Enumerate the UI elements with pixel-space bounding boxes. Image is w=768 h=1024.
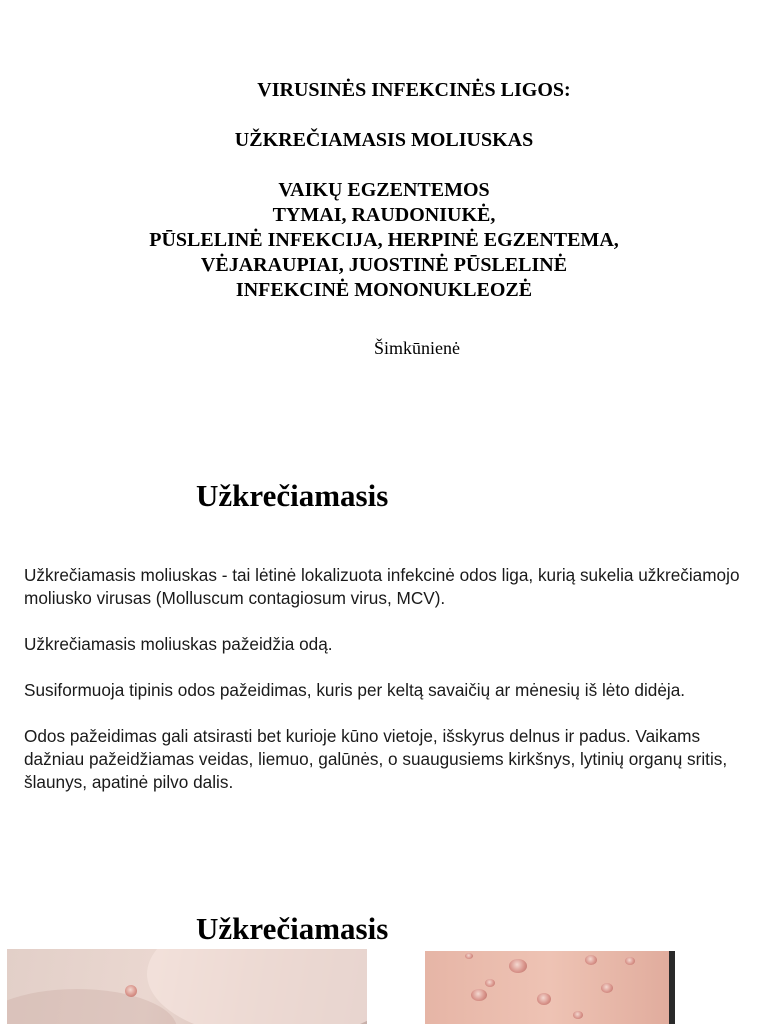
lesion bbox=[573, 1011, 583, 1019]
lesion bbox=[465, 953, 473, 959]
title-topic-line: VAIKŲ EGZENTEMOS bbox=[278, 179, 490, 201]
lesion bbox=[471, 989, 487, 1001]
title-topics-block bbox=[0, 178, 768, 303]
skin-lesion-photo-right bbox=[425, 951, 675, 1024]
lesion bbox=[585, 955, 597, 965]
title-topic-line: PŪSLELINĖ INFEKCIJA, HERPINĖ EGZENTEMA, bbox=[149, 229, 619, 251]
photo-edge bbox=[669, 951, 675, 1024]
lesion bbox=[537, 993, 551, 1005]
section-heading: Užkrečiamasis bbox=[196, 478, 389, 513]
paragraph-lesion-growth: Susiformuoja tipinis odos pažeidimas, kuris per keltą savaičių ar mėnesių iš lėto didėja. bbox=[24, 680, 686, 700]
skin-fold-shadow bbox=[7, 989, 177, 1024]
paragraph-affects-skin: Užkrečiamasis moliuskas pažeidžia odą. bbox=[24, 634, 333, 654]
lesion bbox=[509, 959, 527, 973]
title-topic-line: VĖJARAUPIAI, JUOSTINĖ PŪSLELINĖ bbox=[200, 254, 568, 276]
author-name: Šimkūnienė bbox=[374, 338, 460, 358]
lesion bbox=[625, 957, 635, 965]
paragraph-definition: Užkrečiamasis moliuskas - tai lėtinė lokalizuota infekcinė odos liga, kurią sukelia užkrečiamojo moliusko virusas (Molluscum contagiosum virus, MCV). bbox=[24, 565, 740, 608]
skin-fold-highlight bbox=[147, 949, 367, 1024]
lesion bbox=[601, 983, 613, 993]
lesion bbox=[485, 979, 495, 987]
title-line-virusines-infekcines-ligos: VIRUSINĖS INFEKCINĖS LIGOS: bbox=[257, 79, 571, 101]
lesion bbox=[125, 985, 137, 997]
title-line-uzkreciamasis-moliuskas: UŽKREČIAMASIS MOLIUSKAS bbox=[234, 129, 534, 151]
paragraph-lesion-locations: Odos pažeidimas gali atsirasti bet kurioje kūno vietoje, išskyrus delnus ir padus. Vaikams dažniau pažeidžiamas veidas, liemuo, galūnės, o suaugusiems kirkšnys, lytinių organų sritis, šlaunys, apatinė pilvo dalis. bbox=[24, 726, 728, 792]
title-topic-line: TYMAI, RAUDONIUKĖ, bbox=[272, 204, 496, 226]
skin-lesion-photo-left bbox=[7, 949, 367, 1024]
section-heading: Užkrečiamasis bbox=[196, 911, 389, 946]
title-topic-line: INFEKCINĖ MONONUKLEOZĖ bbox=[235, 279, 533, 301]
